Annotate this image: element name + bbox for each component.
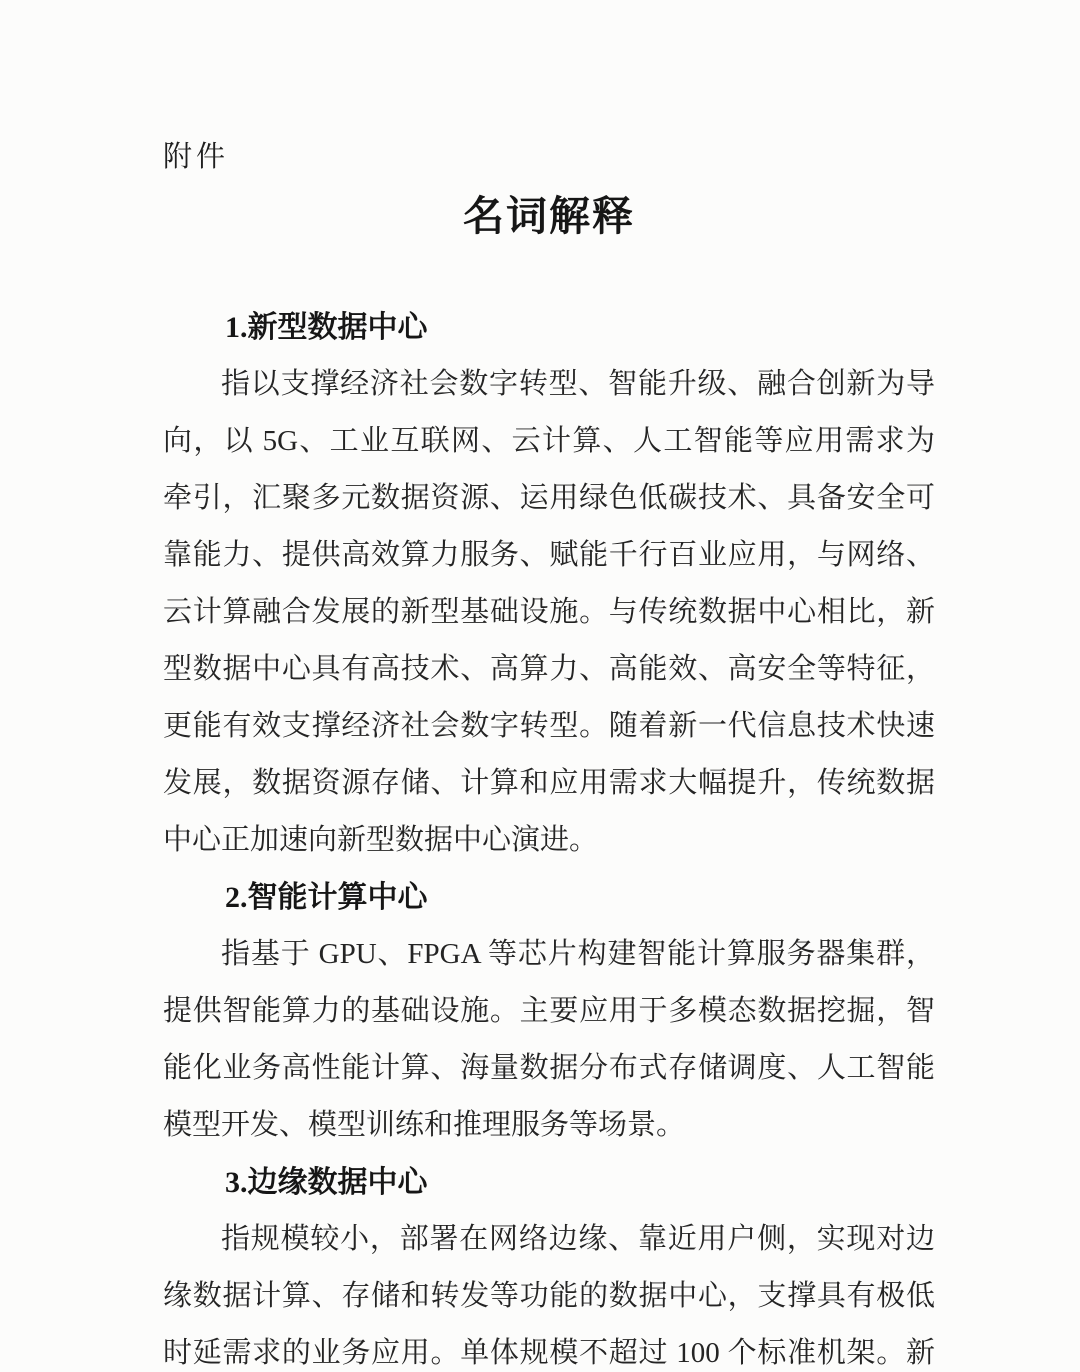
document-title: 名词解释 (463, 193, 635, 239)
section-heading: 2.智能计算中心 (225, 881, 428, 914)
body-line: 云计算融合发展的新型基础设施。与传统数据中心相比，新 (163, 596, 935, 628)
section-heading: 3.边缘数据中心 (225, 1166, 428, 1199)
text-block (163, 0, 935, 1372)
body-line: 模型开发、模型训练和推理服务等场景。 (163, 1109, 686, 1141)
section-heading: 1.新型数据中心 (225, 311, 428, 344)
body-line: 更能有效支撑经济社会数字转型。随着新一代信息技术快速 (163, 710, 935, 742)
attachment-label: 附件 (163, 141, 230, 173)
body-line: 指基于 GPU、FPGA 等芯片构建智能计算服务器集群， (221, 938, 935, 970)
body-line: 向，以 5G、工业互联网、云计算、人工智能等应用需求为 (163, 425, 935, 457)
body-line: 提供智能算力的基础设施。主要应用于多模态数据挖掘，智 (163, 995, 935, 1027)
body-line: 型数据中心具有高技术、高算力、高能效、高安全等特征， (163, 653, 935, 685)
body-line: 牵引，汇聚多元数据资源、运用绿色低碳技术、具备安全可 (163, 482, 935, 514)
body-line: 指规模较小，部署在网络边缘、靠近用户侧，实现对边 (221, 1223, 935, 1255)
body-line: 发展，数据资源存储、计算和应用需求大幅提升，传统数据 (163, 767, 935, 799)
document-body (163, 299, 935, 1372)
body-line: 指以支撑经济社会数字转型、智能升级、融合创新为导 (221, 368, 935, 400)
body-line: 缘数据计算、存储和转发等功能的数据中心，支撑具有极低 (163, 1280, 935, 1312)
body-line: 能化业务高性能计算、海量数据分布式存储调度、人工智能 (163, 1052, 935, 1084)
body-line: 时延需求的业务应用。单体规模不超过 100 个标准机架。新 (163, 1337, 935, 1369)
body-line: 靠能力、提供高效算力服务、赋能千行百业应用，与网络、 (163, 539, 935, 571)
body-line: 中心正加速向新型数据中心演进。 (163, 824, 599, 856)
